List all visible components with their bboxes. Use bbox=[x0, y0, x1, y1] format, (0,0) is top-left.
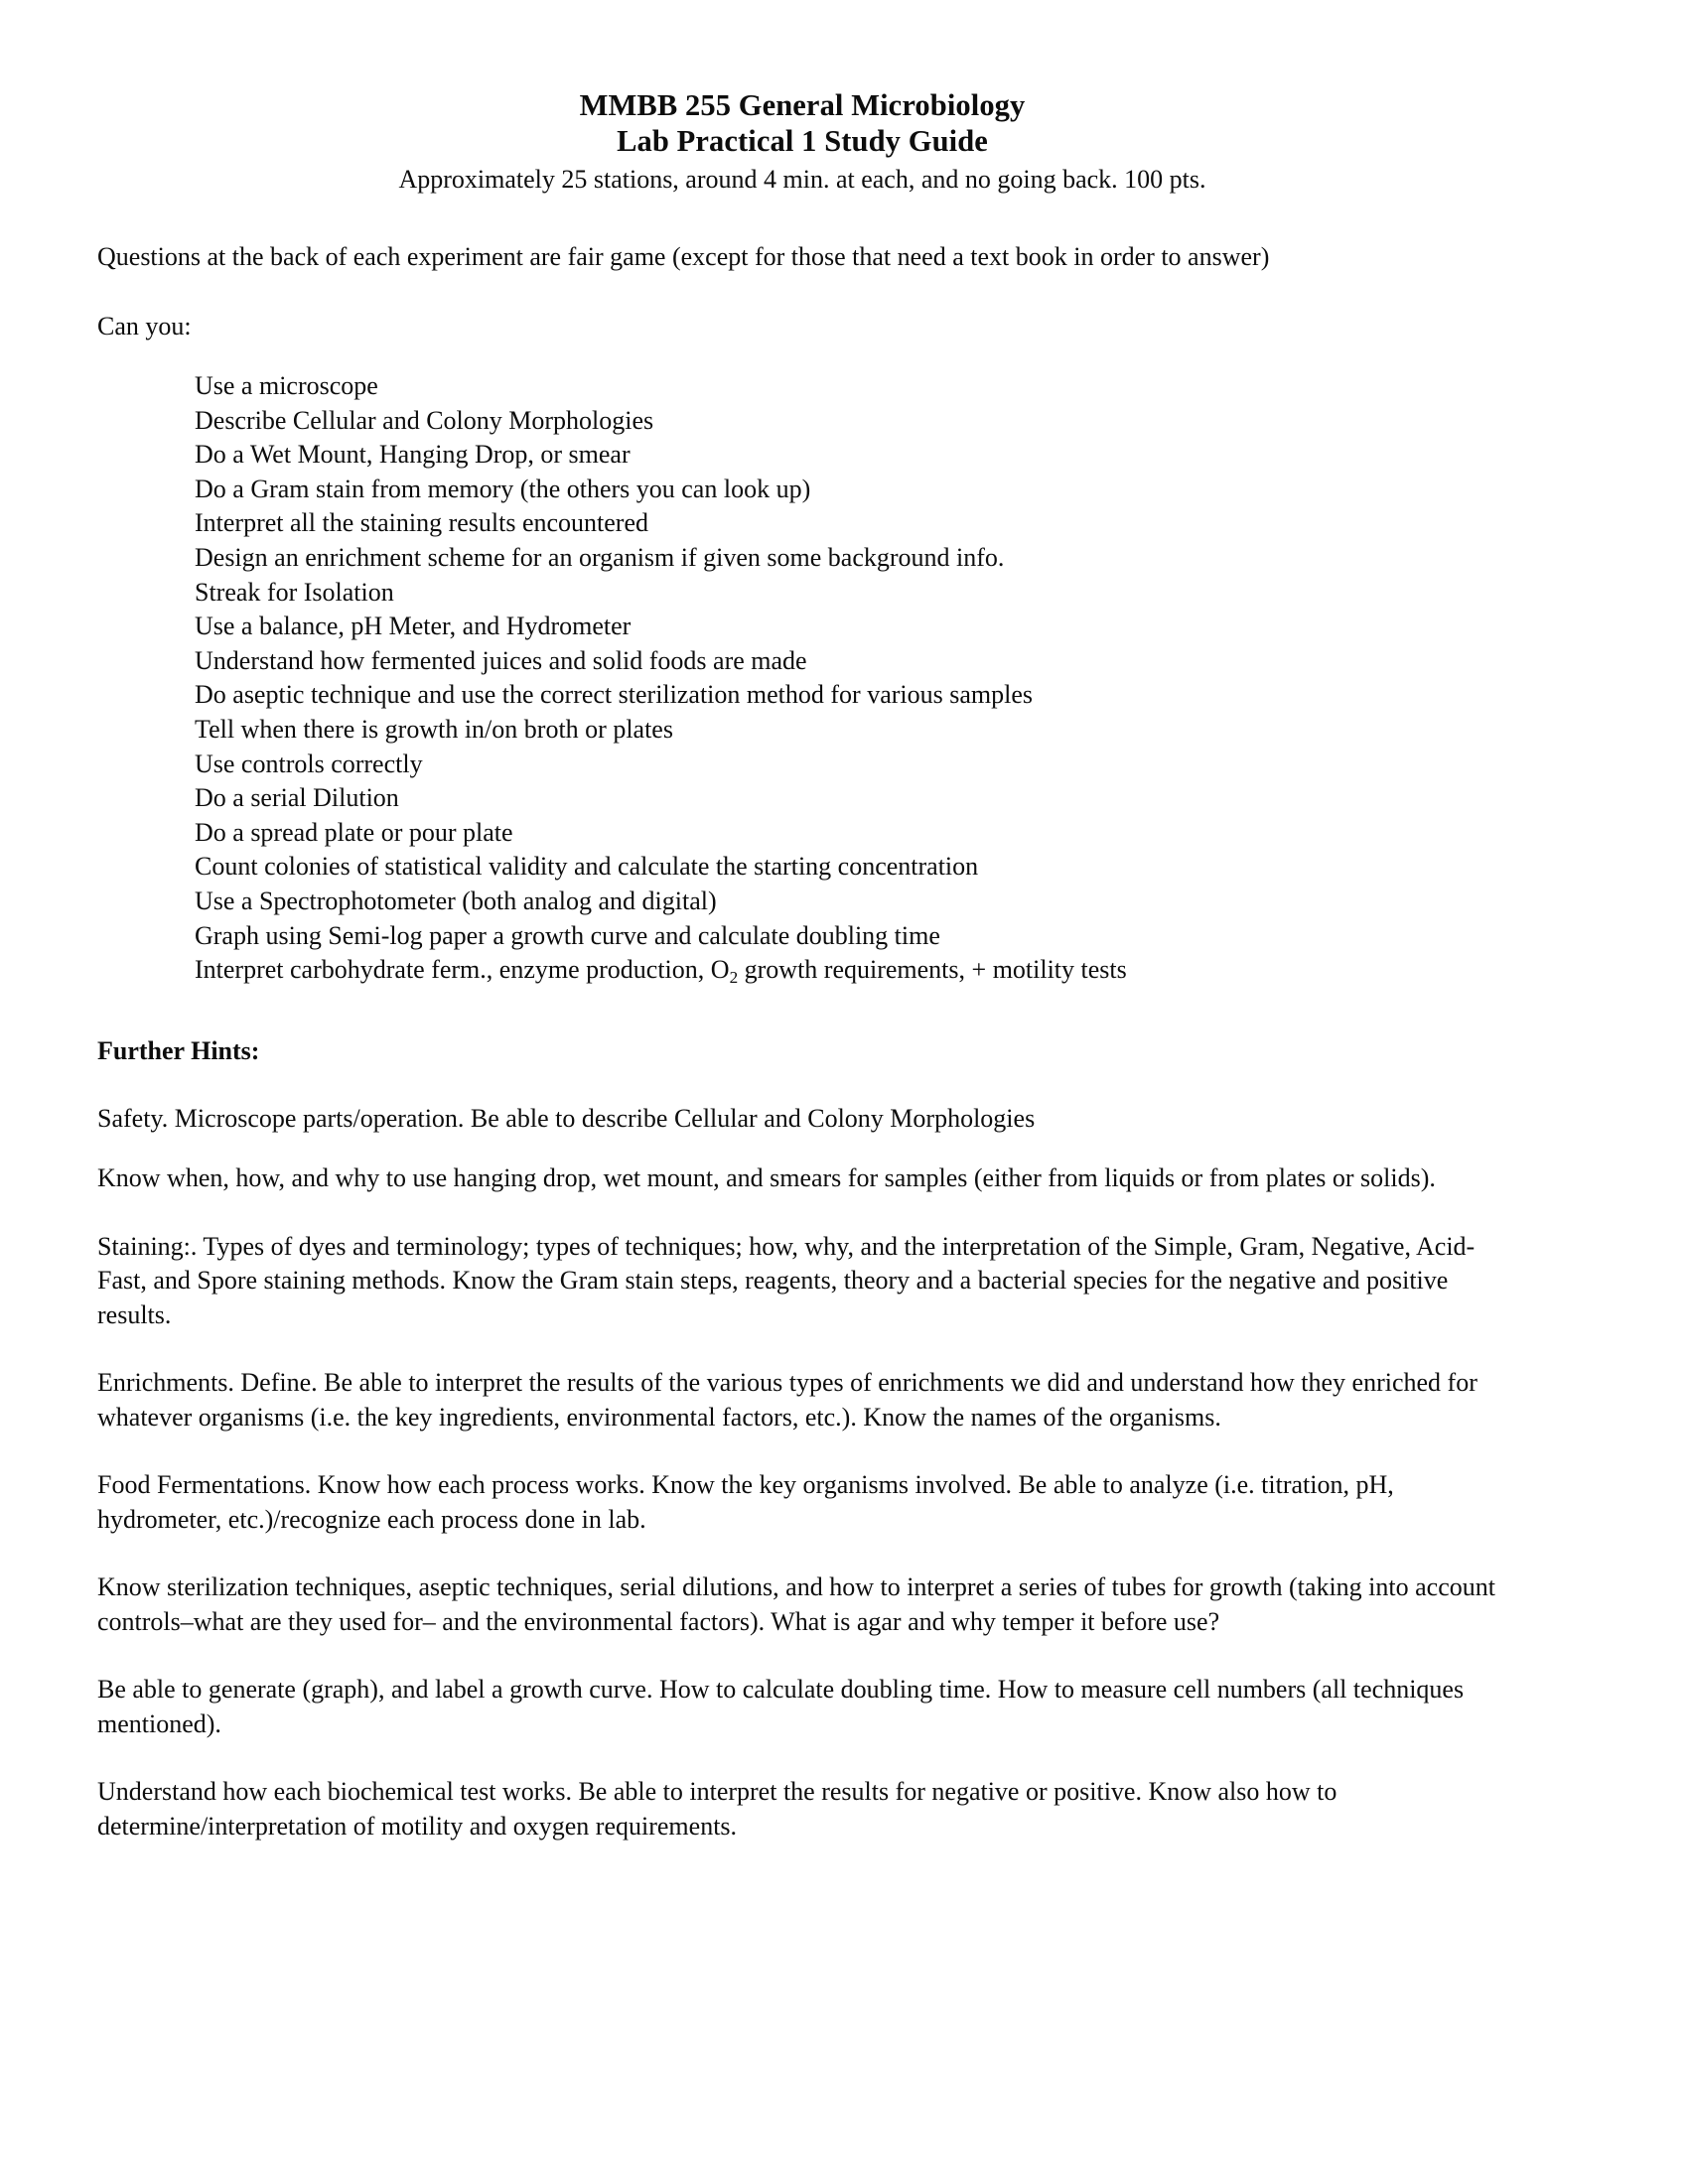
oxygen-subscript: 2 bbox=[729, 967, 739, 987]
document-body bbox=[97, 87, 1507, 1843]
paragraph-hanging-drop: Know when, how, and why to use hanging drop, wet mount, and smears for samples (either from liquids or from plates or solids). bbox=[97, 1163, 1436, 1193]
list-item: Do a spread plate or pour plate bbox=[195, 817, 513, 847]
list-item: Use a balance, pH Meter, and Hydrometer bbox=[195, 612, 632, 641]
list-item: Interpret all the staining results encountered bbox=[195, 508, 649, 538]
list-item-text-after: growth requirements, + motility tests bbox=[738, 955, 1127, 985]
paragraph-staining: Staining:. Types of dyes and terminology; types of techniques; how, why, and the interpretation of the Simple, Gram, Negative, Acid-Fast, and Spore staining methods. Know the Gram stain steps, reagents, theory and a bacterial species for the negative and positive results. bbox=[97, 1231, 1476, 1329]
document-title-line-1: MMBB 255 General Microbiology bbox=[579, 88, 1026, 122]
paragraph-food-fermentations: Food Fermentations. Know how each process works. Know the key organisms involved. Be able to analyze (i.e. titration, pH, hydrometer, etc.)/recognize each process done in lab. bbox=[97, 1470, 1394, 1534]
list-item: Tell when there is growth in/on broth or plates bbox=[195, 714, 673, 744]
list-item: Describe Cellular and Colony Morphologies bbox=[195, 405, 654, 435]
paragraph-biochemical-tests: Understand how each biochemical test works. Be able to interpret the results for negative or positive. Know also how to determine/interpretation of motility and oxygen requirements. bbox=[97, 1777, 1337, 1841]
list-item: Understand how fermented juices and solid foods are made bbox=[195, 645, 807, 675]
document-subtitle: Approximately 25 stations, around 4 min. at each, and no going back. 100 pts. bbox=[398, 165, 1206, 194]
list-item: Design an enrichment scheme for an organism if given some background info. bbox=[195, 542, 1005, 572]
list-item-text-before: Interpret carbohydrate ferm., enzyme production, O bbox=[195, 955, 730, 985]
further-hints-heading: Further Hints: bbox=[97, 1035, 260, 1065]
paragraph-sterilization: Know sterilization techniques, aseptic techniques, serial dilutions, and how to interpret a series of tubes for growth (taking into account controls–what are they used for– and the environmental factors). What is agar and why temper it before use? bbox=[97, 1572, 1495, 1636]
list-item: Do a Gram stain from memory (the others you can look up) bbox=[195, 474, 811, 503]
list-item: Count colonies of statistical validity and calculate the starting concentration bbox=[195, 852, 979, 882]
title-block bbox=[97, 87, 1507, 197]
can-you-list bbox=[97, 369, 1507, 991]
list-item: Do a serial Dilution bbox=[195, 783, 399, 813]
list-item: Use a microscope bbox=[195, 371, 378, 400]
intro-paragraph: Questions at the back of each experiment are fair game (except for those that need a text book in order to answer) bbox=[97, 242, 1270, 271]
list-item: Do aseptic technique and use the correct sterilization method for various samples bbox=[195, 680, 1033, 710]
paragraph-growth-curve: Be able to generate (graph), and label a growth curve. How to calculate doubling time. How to measure cell numbers (all techniques mentioned). bbox=[97, 1675, 1465, 1738]
list-item: Graph using Semi-log paper a growth curve and calculate doubling time bbox=[195, 920, 940, 950]
list-item: Do a Wet Mount, Hanging Drop, or smear bbox=[195, 440, 631, 470]
list-item-oxygen-tests bbox=[195, 953, 1507, 991]
list-item: Use a Spectrophotometer (both analog and digital) bbox=[195, 886, 717, 915]
document-title-line-2: Lab Practical 1 Study Guide bbox=[617, 124, 988, 158]
list-item: Use controls correctly bbox=[195, 749, 423, 778]
can-you-label: Can you: bbox=[97, 312, 192, 341]
list-item: Streak for Isolation bbox=[195, 577, 394, 607]
paragraph-enrichments: Enrichments. Define. Be able to interpret the results of the various types of enrichments we did and understand how they enriched for whatever organisms (i.e. the key ingredients, environmental factors, etc.). Know the names of the organisms. bbox=[97, 1368, 1477, 1432]
paragraph-safety: Safety. Microscope parts/operation. Be able to describe Cellular and Colony Morphologies bbox=[97, 1103, 1036, 1133]
